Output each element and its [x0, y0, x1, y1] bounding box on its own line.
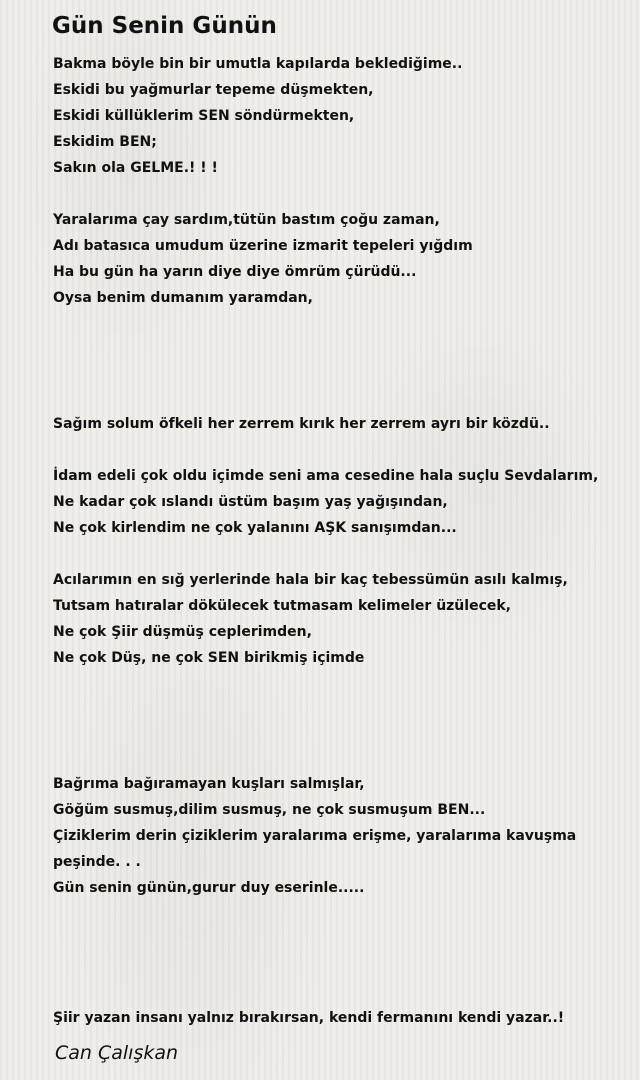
poem-line: peşinde. . . [53, 854, 141, 870]
poem-closing-line: Şiir yazan insanı yalnız bırakırsan, kendi fermanını kendi yazar..! [53, 1010, 565, 1026]
poem-line: Sağım solum öfkeli her zerrem kırık her zerrem ayrı bir közdü.. [53, 416, 550, 432]
poem-line: Bakma böyle bin bir umutla kapılarda beklediğime.. [53, 56, 463, 72]
poem-line: Eskidi küllüklerim SEN söndürmekten, [53, 108, 355, 124]
poem-line: Eskidi bu yağmurlar tepeme düşmekten, [53, 82, 374, 98]
poem-line: Ne kadar çok ıslandı üstüm başım yaş yağışından, [53, 494, 448, 510]
poem-line: Ne çok kirlendim ne çok yalanını AŞK sanışımdan... [53, 520, 457, 536]
poem-line: Ne çok Şiir düşmüş ceplerimden, [53, 624, 312, 640]
poem-line: Yaralarıma çay sardım,tütün bastım çoğu zaman, [53, 212, 440, 228]
poem-line: Gün senin günün,gurur duy eserinle..... [53, 880, 365, 896]
poem-line: Tutsam hatıralar dökülecek tutmasam kelimeler üzülecek, [53, 598, 511, 614]
poem-author: Can Çalışkan [55, 1042, 179, 1064]
poem-line: Bağrıma bağıramayan kuşları salmışlar, [53, 776, 365, 792]
poem-line: Çiziklerim derin çiziklerim yaralarıma erişme, yaralarıma kavuşma [53, 828, 577, 844]
poem-line: Göğüm susmuş,dilim susmuş, ne çok susmuşum BEN... [53, 802, 486, 818]
poem-line: İdam edeli çok oldu içimde seni ama cesedine hala suçlu Sevdalarım, [53, 468, 599, 484]
poem-line: Acılarımın en sığ yerlerinde hala bir kaç tebessümün asılı kalmış, [53, 572, 568, 588]
poem-line: Oysa benim dumanım yaramdan, [53, 290, 313, 306]
poem-line: Eskidim BEN; [53, 134, 157, 150]
poem-line: Ha bu gün ha yarın diye diye ömrüm çürüdü... [53, 264, 417, 280]
poem-line: Ne çok Düş, ne çok SEN birikmiş içimde [53, 650, 365, 666]
poem-line: Adı batasıca umudum üzerine izmarit tepeleri yığdım [53, 238, 473, 254]
poem-line: Sakın ola GELME.! ! ! [53, 160, 218, 176]
poem-title: Gün Senin Günün [52, 13, 277, 39]
